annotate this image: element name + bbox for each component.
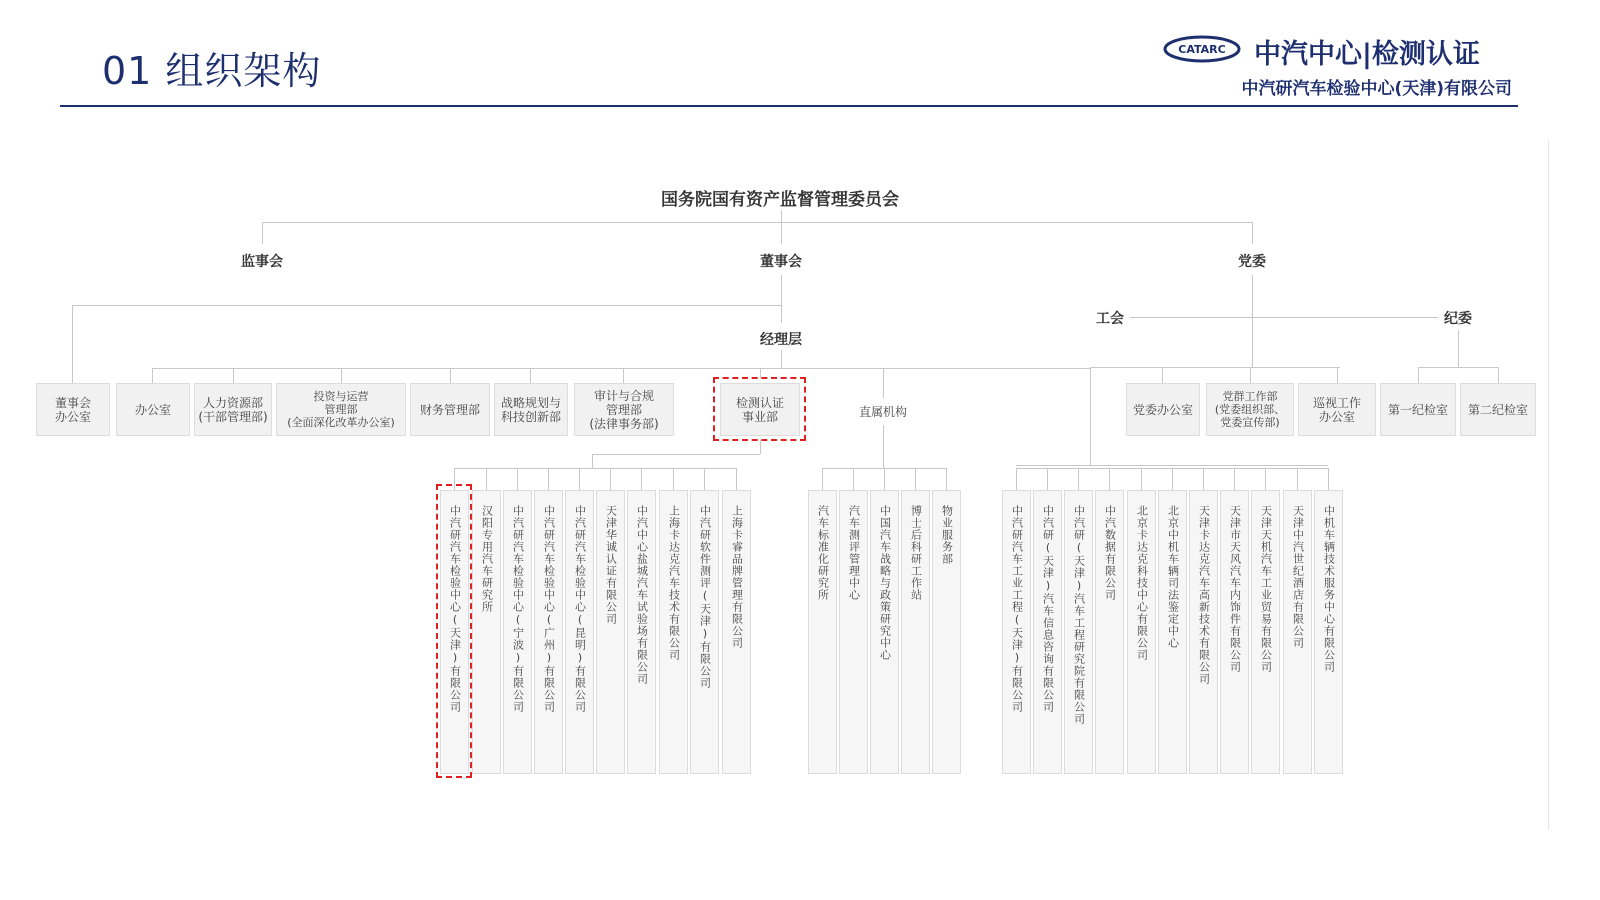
sub-judicial (1158, 490, 1187, 774)
connector (853, 468, 854, 490)
connector (1141, 468, 1142, 490)
connector (915, 468, 916, 490)
board-of-directors-node: 董事会 (760, 254, 802, 270)
unit-label: 中汽研汽车工业工程(天津)有限公司 (1010, 505, 1024, 713)
party-committee-node: 党委 (1238, 254, 1266, 270)
dept-strategy: 战略规划与 科技创新部 (494, 383, 568, 436)
connector (704, 468, 705, 490)
connector (883, 368, 884, 398)
connector (1090, 367, 1340, 368)
connector (1016, 468, 1017, 490)
connector (781, 275, 782, 323)
direct-institutions-node: 直属机构 (858, 405, 908, 419)
unit-label: 汽车测评管理中心 (847, 505, 861, 601)
unit-property (932, 490, 961, 774)
connector (1047, 468, 1048, 490)
connector (341, 368, 342, 383)
connector (781, 210, 782, 244)
connector (1418, 367, 1419, 383)
unit-hanyang (472, 490, 501, 774)
unit-label: 物业服务部 (940, 505, 954, 565)
unit-label: 北京中机车辆司法鉴定中心 (1166, 505, 1180, 649)
party-office: 党委办公室 (1126, 383, 1200, 436)
connector (1265, 468, 1266, 490)
discipline-committee-node: 纪委 (1444, 311, 1472, 327)
sub-tianjin-catarc (1189, 490, 1218, 774)
sub-vehicle-service (1314, 490, 1343, 774)
unit-label: 汽车标准化研究所 (816, 505, 830, 601)
connector (736, 468, 737, 490)
unit-label: 上海卡达克汽车技术有限公司 (667, 505, 681, 661)
unit-label: 中国汽车战略与政策研究中心 (878, 505, 892, 661)
unit-label: 中汽研汽车检验中心(广州)有限公司 (542, 505, 556, 713)
connector (1418, 367, 1498, 368)
unit-huacheng (596, 490, 625, 774)
connector (530, 368, 531, 383)
connector (623, 368, 624, 383)
union-node: 工会 (1096, 311, 1124, 327)
unit-label: 中汽研汽车检验中心(昆明)有限公司 (573, 505, 587, 713)
unit-label: 中汽研(天津)汽车信息咨询有限公司 (1041, 505, 1055, 713)
unit-ningbo (503, 490, 532, 774)
dept-investment: 投资与运营 管理部 (全面深化改革办公室) (276, 383, 406, 436)
logo-mark-text: CATARC (1178, 43, 1226, 56)
root-node: 国务院国有资产监督管理委员会 (661, 190, 899, 210)
unit-guangzhou (534, 490, 563, 774)
connector (1252, 317, 1253, 367)
sub-data (1095, 490, 1124, 774)
sub-tianji (1251, 490, 1280, 774)
unit-label: 天津天机汽车工业贸易有限公司 (1259, 505, 1273, 673)
connector (673, 468, 674, 490)
unit-shanghai-catarc (659, 490, 688, 774)
discipline-office-1: 第一纪检室 (1380, 383, 1456, 436)
connector (1016, 465, 1328, 466)
highlight-testing-dept (713, 377, 806, 441)
connector (262, 222, 263, 244)
dept-finance: 财务管理部 (410, 383, 490, 436)
connector (1203, 468, 1204, 490)
unit-label: 天津市天风汽车内饰件有限公司 (1228, 505, 1242, 673)
dept-board-office: 董事会 办公室 (36, 383, 110, 436)
sub-tianfeng (1220, 490, 1249, 774)
connector (610, 468, 611, 490)
unit-label: 中汽研软件测评(天津)有限公司 (698, 505, 712, 689)
connector (884, 468, 885, 490)
connector (1250, 367, 1251, 383)
connector (517, 468, 518, 490)
unit-label: 天津华诚认证有限公司 (604, 505, 618, 625)
dept-office: 办公室 (116, 383, 190, 436)
party-work-dept: 党群工作部 (党委组织部、 党委宣传部) (1206, 383, 1294, 436)
connector (781, 350, 782, 368)
connector (450, 368, 451, 383)
connector (1090, 367, 1091, 465)
unit-software (690, 490, 719, 774)
unit-label: 中汽研汽车检验中心(天津)有限公司 (448, 505, 462, 713)
header-divider (60, 105, 1518, 107)
connector (822, 468, 823, 490)
unit-label: 中汽研(天津)汽车工程研究院有限公司 (1072, 505, 1086, 725)
sub-engineering-institute (1064, 490, 1093, 774)
catarc-logo-icon (1162, 34, 1242, 64)
management-node: 经理层 (760, 332, 802, 348)
connector (1337, 367, 1338, 383)
connector (454, 468, 737, 469)
company-name: 中汽研汽车检验中心(天津)有限公司 (1241, 79, 1512, 99)
unit-label: 博士后科研工作站 (909, 505, 923, 601)
page-title: 01 组织架构 (102, 49, 322, 93)
connector (1252, 222, 1253, 244)
brand-name: 中汽中心|检测认证 (1254, 39, 1480, 70)
connector (152, 368, 153, 383)
unit-label: 北京卡达克科技中心有限公司 (1135, 505, 1149, 661)
connector (579, 468, 580, 490)
unit-standardization (808, 490, 837, 774)
unit-label: 中汽中心盐城汽车试验场有限公司 (635, 505, 649, 685)
connector (946, 468, 947, 490)
connector (592, 454, 760, 455)
unit-strategy-research (870, 490, 899, 774)
connector (486, 468, 487, 490)
sub-engineering (1002, 490, 1031, 774)
dept-audit: 审计与合规 管理部 (法律事务部) (574, 383, 674, 436)
unit-label: 上海卡睿品牌管理有限公司 (730, 505, 744, 649)
unit-label: 中机车辆技术服务中心有限公司 (1322, 505, 1336, 673)
connector (152, 368, 1090, 369)
sub-info-consulting (1033, 490, 1062, 774)
connector (1130, 317, 1438, 318)
unit-kunming (565, 490, 594, 774)
connector (1498, 367, 1499, 383)
unit-label: 中汽研汽车检验中心(宁波)有限公司 (511, 505, 525, 713)
connector (1328, 468, 1329, 490)
highlight-tianjin-unit (436, 484, 472, 778)
supervisory-board-node: 监事会 (241, 254, 283, 270)
connector (760, 440, 761, 454)
sub-hotel (1283, 490, 1312, 774)
connector (641, 468, 642, 490)
unit-label: 天津中汽世纪酒店有限公司 (1291, 505, 1305, 649)
unit-postdoc (901, 490, 930, 774)
connector (883, 425, 884, 468)
inspection-office: 巡视工作 办公室 (1298, 383, 1376, 436)
connector (1162, 367, 1163, 383)
unit-label: 中汽数据有限公司 (1103, 505, 1117, 601)
connector (262, 222, 1252, 223)
connector (1172, 468, 1173, 490)
dept-hr: 人力资源部 (干部管理部) (194, 383, 272, 436)
connector (1109, 468, 1110, 490)
sub-beijing-catarc (1127, 490, 1156, 774)
connector (1252, 275, 1253, 317)
side-divider (1548, 140, 1549, 830)
unit-karui (722, 490, 751, 774)
unit-yancheng (627, 490, 656, 774)
unit-label: 汉阳专用汽车研究所 (480, 505, 494, 613)
discipline-office-2: 第二纪检室 (1460, 383, 1536, 436)
connector (1458, 330, 1459, 368)
connector (592, 454, 593, 468)
connector (1297, 468, 1298, 490)
connector (233, 368, 234, 383)
connector (1234, 468, 1235, 490)
unit-evaluation (839, 490, 868, 774)
connector (1078, 468, 1079, 490)
company-logo (1162, 30, 1512, 100)
dept-testing-certification: 检测认证 事业部 (720, 383, 800, 436)
connector (548, 468, 549, 490)
unit-label: 天津卡达克汽车高新技术有限公司 (1197, 505, 1211, 685)
connector (72, 305, 782, 306)
connector (72, 305, 73, 383)
